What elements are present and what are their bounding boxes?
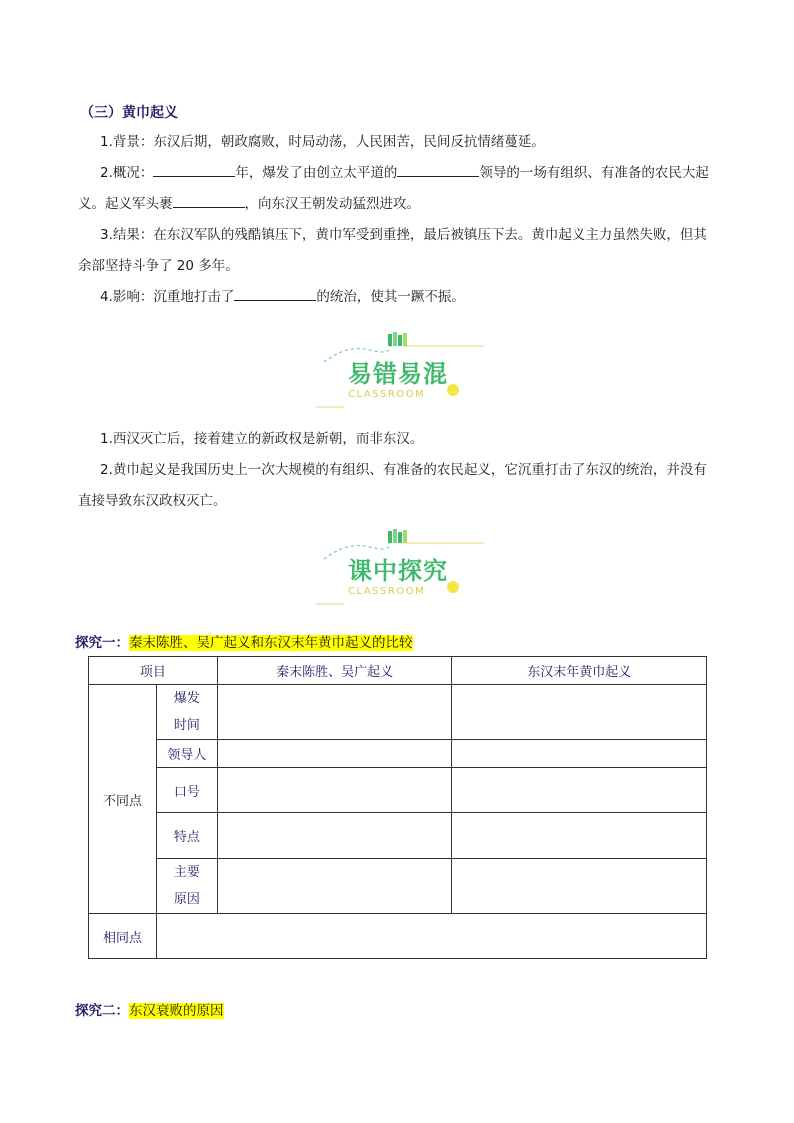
same-label: 相同点 [89,914,157,959]
cell-answer[interactable] [217,813,452,859]
header-chen-wu: 秦末陈胜、吴广起义 [217,657,452,685]
mistake-item-1: 1.西汉灭亡后，接着建立的新政权是新朝，而非东汉。 [100,431,424,447]
background-paragraph: 1.背景：东汉后期，朝政腐败，时局动荡，人民困苦，民间反抗情绪蔓延。 [100,134,545,150]
comparison-table [88,656,707,959]
table-row [89,685,707,740]
cell-answer[interactable] [452,813,707,859]
banner-subtitle: CLASSROOM [348,389,426,400]
cell-answer-same[interactable] [156,914,706,959]
cell-answer[interactable] [217,685,452,740]
result-paragraph-cont: 余部坚持斗争了 20 多年。 [78,258,239,274]
mistake-item-2-cont: 直接导致东汉政权灭亡。 [78,493,227,509]
table-row [89,914,707,959]
table-row [89,813,707,859]
row-label-slogan: 口号 [156,768,217,813]
row-label-time: 爆发 时间 [156,685,217,740]
fill-blank-headwear[interactable] [173,193,245,208]
cell-answer[interactable] [452,685,707,740]
mistake-item-2: 2.黄巾起义是我国历史上一次大规模的有组织、有准备的农民起义，它沉重打击了东汉的统治，并没有 [100,462,707,478]
row-label-leader: 领导人 [156,740,217,768]
fill-blank-leader[interactable] [397,162,479,177]
header-yellow-turban: 东汉末年黄巾起义 [452,657,707,685]
table-row [89,768,707,813]
overview-paragraph: 2.概况： 年，爆发了由创立太平道的 领导的一场有组织、有准备的农民大起 [78,158,728,189]
cell-answer[interactable] [452,768,707,813]
row-label-cause: 主要 原因 [156,859,217,914]
header-item: 项目 [89,657,218,685]
row-label-feature: 特点 [156,813,217,859]
impact-paragraph: 4.影响：沉重地打击了 的统治，使其一蹶不振。 [78,282,728,313]
cell-answer[interactable] [217,768,452,813]
banner-title: 易错易混 [348,360,448,388]
diff-label: 不同点 [89,685,157,914]
explore-two-heading: 探究二：东汉衰败的原因 [75,1003,224,1019]
mistakes-body [78,424,728,517]
section-body [78,127,728,313]
table-row [89,740,707,768]
cell-answer[interactable] [217,859,452,914]
mistakes-banner [308,326,488,416]
table-header-row [89,657,707,685]
cell-answer[interactable] [452,740,707,768]
cell-answer[interactable] [452,859,707,914]
table-row [89,859,707,914]
section-heading: （三）黄巾起义 [80,105,178,121]
result-paragraph: 3.结果：在东汉军队的残酷镇压下，黄巾军受到重挫，最后被镇压下去。黄巾起义主力虽然失败，但其 [100,227,707,243]
banner-subtitle: CLASSROOM [348,586,426,597]
fill-blank-dynasty[interactable] [234,286,316,301]
explore-one-heading: 探究一：秦末陈胜、吴广起义和东汉末年黄巾起义的比较 [75,635,413,651]
overview-paragraph-cont: 义。起义军头裹 ，向东汉王朝发动猛烈进攻。 [78,189,728,220]
explore-banner [308,523,488,613]
fill-blank-year[interactable] [153,162,235,177]
cell-answer[interactable] [217,740,452,768]
banner-title: 课中探究 [348,557,448,585]
